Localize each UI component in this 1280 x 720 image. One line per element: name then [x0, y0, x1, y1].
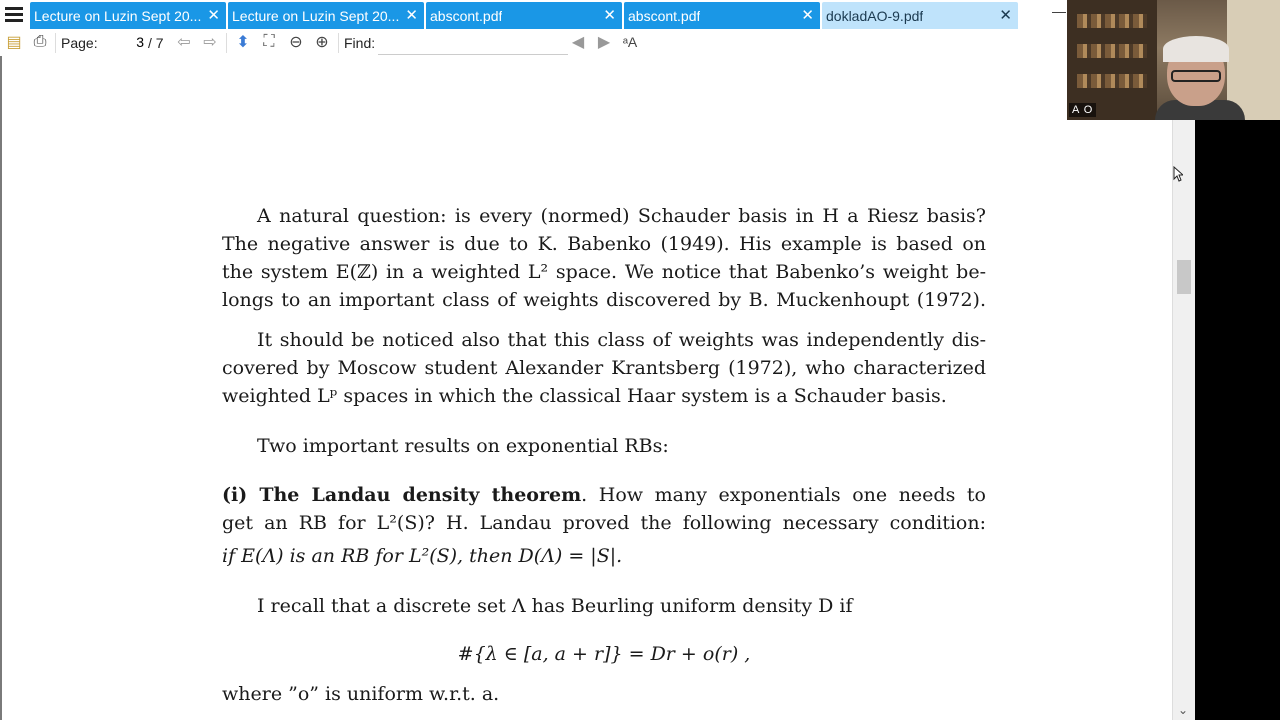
vertical-scrollbar[interactable] [1172, 120, 1195, 720]
side-black-region [1195, 120, 1280, 720]
find-previous-icon[interactable]: ◀ [571, 34, 585, 51]
find-input[interactable] [378, 32, 568, 55]
print-icon[interactable]: ⎙ [33, 33, 47, 50]
scrollbar-thumb[interactable] [1177, 260, 1191, 294]
books [1077, 14, 1147, 28]
tab-lecture-2[interactable] [228, 2, 424, 29]
text-line: A natural question: is every (normed) Schauder basis in H a Riesz basis? [257, 205, 986, 227]
page-label: Page: [61, 35, 98, 51]
participant-initials: A O [1069, 103, 1096, 117]
webcam-video [1067, 0, 1280, 120]
close-icon[interactable]: ✕ [405, 7, 418, 24]
text-line: I recall that a discrete set Λ has Beurling uniform density D if [257, 595, 853, 617]
text-line: weighted Lᵖ spaces in which the classical Haar system is a Schauder basis. [222, 385, 947, 407]
tab-bar [0, 0, 1066, 29]
match-case-icon[interactable]: ᵃA [622, 34, 638, 50]
toolbar [0, 29, 1066, 56]
document-view[interactable] [0, 56, 1172, 720]
tab-abscont-2[interactable] [624, 2, 820, 29]
text-line: covered by Moscow student Alexander Krantsberg (1972), who characterized [222, 357, 986, 379]
find-label: Find: [344, 35, 376, 51]
page-total: / 7 [148, 35, 164, 51]
hamburger-menu-icon[interactable] [5, 7, 23, 23]
zoom-out-icon[interactable]: ⊖ [289, 34, 303, 51]
text-line: longs to an important class of weights discovered by B. Muckenhoupt (1972). [222, 289, 986, 311]
separator [226, 33, 227, 53]
text-line: the system E(ℤ) in a weighted L² space. We notice that Babenko’s weight be- [222, 261, 986, 283]
text-line: The negative answer is due to K. Babenko (1949). His example is based on [222, 233, 986, 255]
glasses [1171, 70, 1221, 82]
bookmarks-icon[interactable]: ▤ [6, 34, 22, 51]
formula-line: #{λ ∈ [a, a + r]} = Dr + o(r) , [457, 643, 751, 665]
text-line: Two important results on exponential RBs: [257, 435, 669, 457]
find-next-icon[interactable]: ▶ [597, 34, 611, 51]
tab-label: Lecture on Luzin Sept 20... [232, 8, 400, 24]
fit-width-icon[interactable]: ⬍ [236, 34, 250, 51]
person-hair [1163, 36, 1229, 62]
landau-condition: if E(Λ) is an RB for L²(S), then D(Λ) = |S|. [222, 545, 623, 567]
close-icon[interactable]: ✕ [603, 7, 616, 24]
tab-label: dokladAO-9.pdf [826, 8, 924, 24]
bookshelf [1067, 0, 1157, 120]
fit-page-icon[interactable]: ⛶ [263, 33, 275, 50]
books [1077, 44, 1147, 58]
tab-abscont-1[interactable] [426, 2, 622, 29]
separator [338, 33, 339, 53]
text-line: get an RB for L²(S)? H. Landau proved the following necessary condition: [222, 512, 986, 534]
previous-page-icon[interactable]: ⇦ [177, 34, 191, 51]
tab-label: abscont.pdf [430, 8, 503, 24]
close-icon[interactable]: ✕ [207, 7, 220, 24]
landau-question: . How many exponentials one needs to [581, 484, 986, 506]
tab-label: abscont.pdf [628, 8, 701, 24]
text-line: It should be noticed also that this class of weights was independently dis- [257, 329, 986, 351]
tab-lecture-1[interactable] [30, 2, 226, 29]
close-icon[interactable]: ✕ [999, 7, 1012, 24]
zoom-in-icon[interactable]: ⊕ [315, 34, 329, 51]
text-line [222, 482, 986, 508]
landau-heading: (i) The Landau density theorem [222, 484, 582, 506]
separator [55, 33, 56, 53]
minimize-button[interactable]: — [1052, 3, 1066, 19]
text-line: where ”o” is uniform w.r.t. a. [222, 683, 500, 705]
tab-label: Lecture on Luzin Sept 20... [34, 8, 202, 24]
tab-doklad[interactable] [822, 2, 1018, 29]
next-page-icon[interactable]: ⇨ [203, 34, 217, 51]
scroll-down-arrow-icon[interactable]: ⌄ [1178, 703, 1189, 717]
mouse-cursor-icon [1173, 166, 1183, 182]
page-number-input[interactable] [100, 32, 146, 52]
close-icon[interactable]: ✕ [801, 7, 814, 24]
books [1077, 74, 1147, 88]
